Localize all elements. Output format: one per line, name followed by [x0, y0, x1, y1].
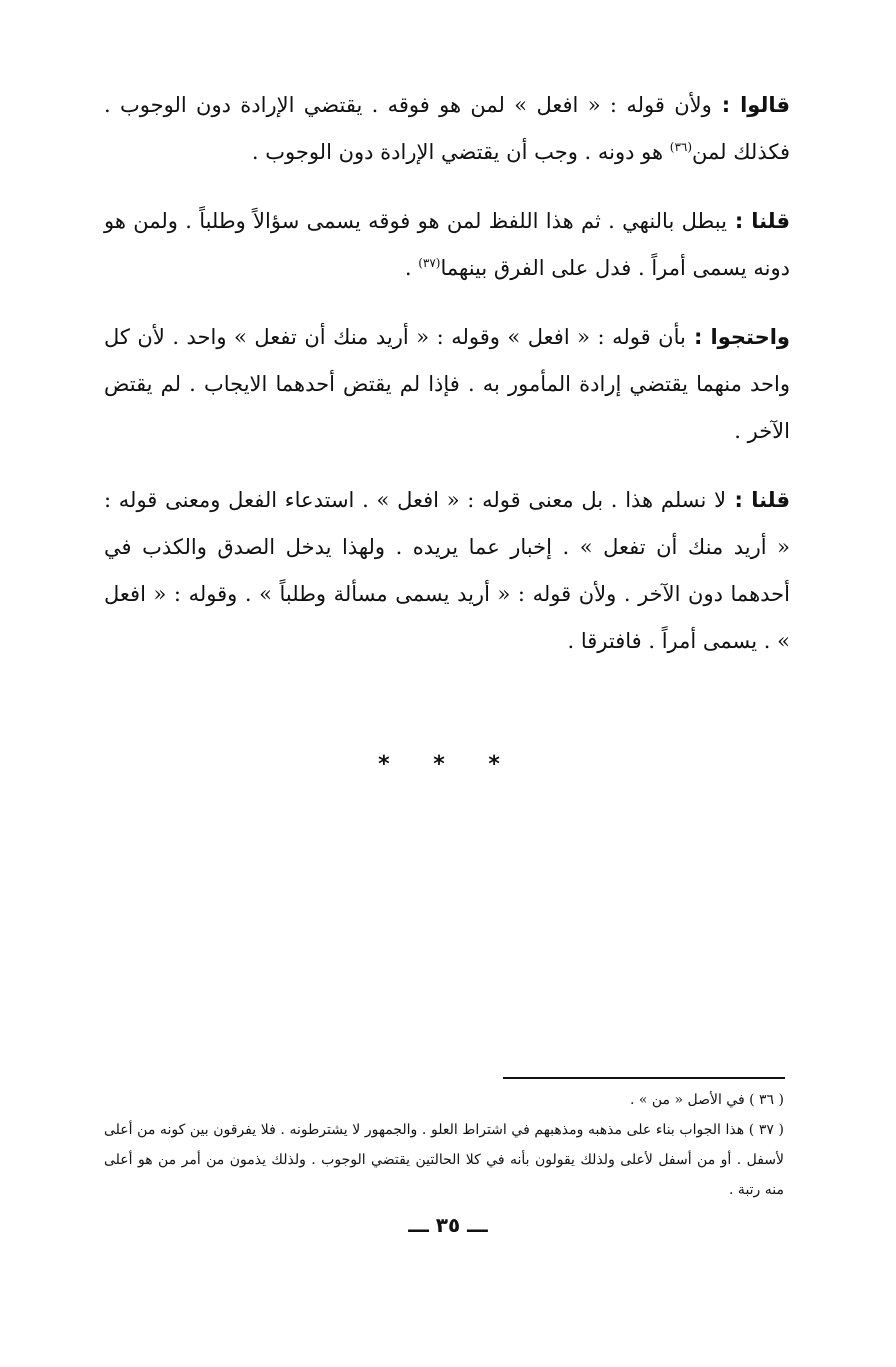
keyword-separator: : [726, 488, 752, 512]
footnote-ref-36[interactable]: (٣٦) [669, 140, 693, 154]
paragraph-qulna-1 [104, 198, 790, 292]
paragraph-keyword: قلنا [751, 488, 790, 512]
footnotes [104, 1085, 784, 1205]
paragraph-keyword: واحتجوا [710, 325, 790, 349]
paragraph-keyword: قالوا [740, 93, 790, 117]
footnote-ref-37[interactable]: (٣٧) [418, 256, 441, 270]
paragraph-text: ولأن قوله : « افعل » لمن هو فوقه . يقتضي الإرادة دون الوجوب . فكذلك لمن [104, 93, 790, 164]
paragraph-text: هو دونه . وجب أن يقتضي الإرادة دون الوجوب . [251, 140, 664, 164]
keyword-separator: : [726, 209, 752, 233]
paragraph-text: بأن قوله : « افعل » وقوله : « أريد منك أن تفعل » واحد . لأن كل واحد منهما يقتضي إرادة المأمور به . فإذا لم يقتض أحدهما الايجاب . لم يقتض الآخر . [104, 325, 790, 443]
paragraph-keyword: قلنا [751, 209, 790, 233]
footnote-36: ( ٣٦ ) في الأصل « من » . [629, 1092, 784, 1108]
page-number: ـــ ٣٥ ـــ [408, 1213, 488, 1237]
paragraph-text: يبطل بالنهي . ثم هذا اللفظ لمن هو فوقه يسمى سؤالاً وطلباً . ولمن هو دونه يسمى أمراً . فدل على الفرق بينهما [104, 209, 790, 280]
paragraph-text: . [404, 256, 419, 280]
paragraph-text: لا نسلم هذا . بل معنى قوله : « افعل » . استدعاء الفعل ومعنى قوله : « أريد منك أن تفعل » . إخبار عما يريده . ولهذا يدخل الصدق والكذب في أحدهما دون الآخر . ولأن قوله : « أريد يسمى مسألة وطلباً » . وقوله : « افعل » . يسمى أمراً . فافترقا . [104, 488, 790, 653]
section-separator-stars: * * * [378, 752, 518, 777]
footnote-37: ( ٣٧ ) هذا الجواب بناء على مذهبه ومذهبهم في اشتراط العلو . والجمهور لا يشترطونه . فلا يفرقون بين كونه من أعلى لأسفل . أو من أسفل لأعلى ولذلك يقولون بأنه في كلا الحالتين يقتضي الوجوب . ولذلك يذمون من أمر من هو أعلى منه رتبة . [104, 1122, 784, 1198]
main-text [104, 82, 790, 687]
paragraph-ihtajju [104, 314, 790, 455]
keyword-separator: : [711, 93, 741, 117]
paragraph-qalu [104, 82, 790, 176]
footnote-divider [503, 1077, 785, 1079]
paragraph-qulna-2 [104, 477, 790, 665]
keyword-separator: : [685, 325, 711, 349]
